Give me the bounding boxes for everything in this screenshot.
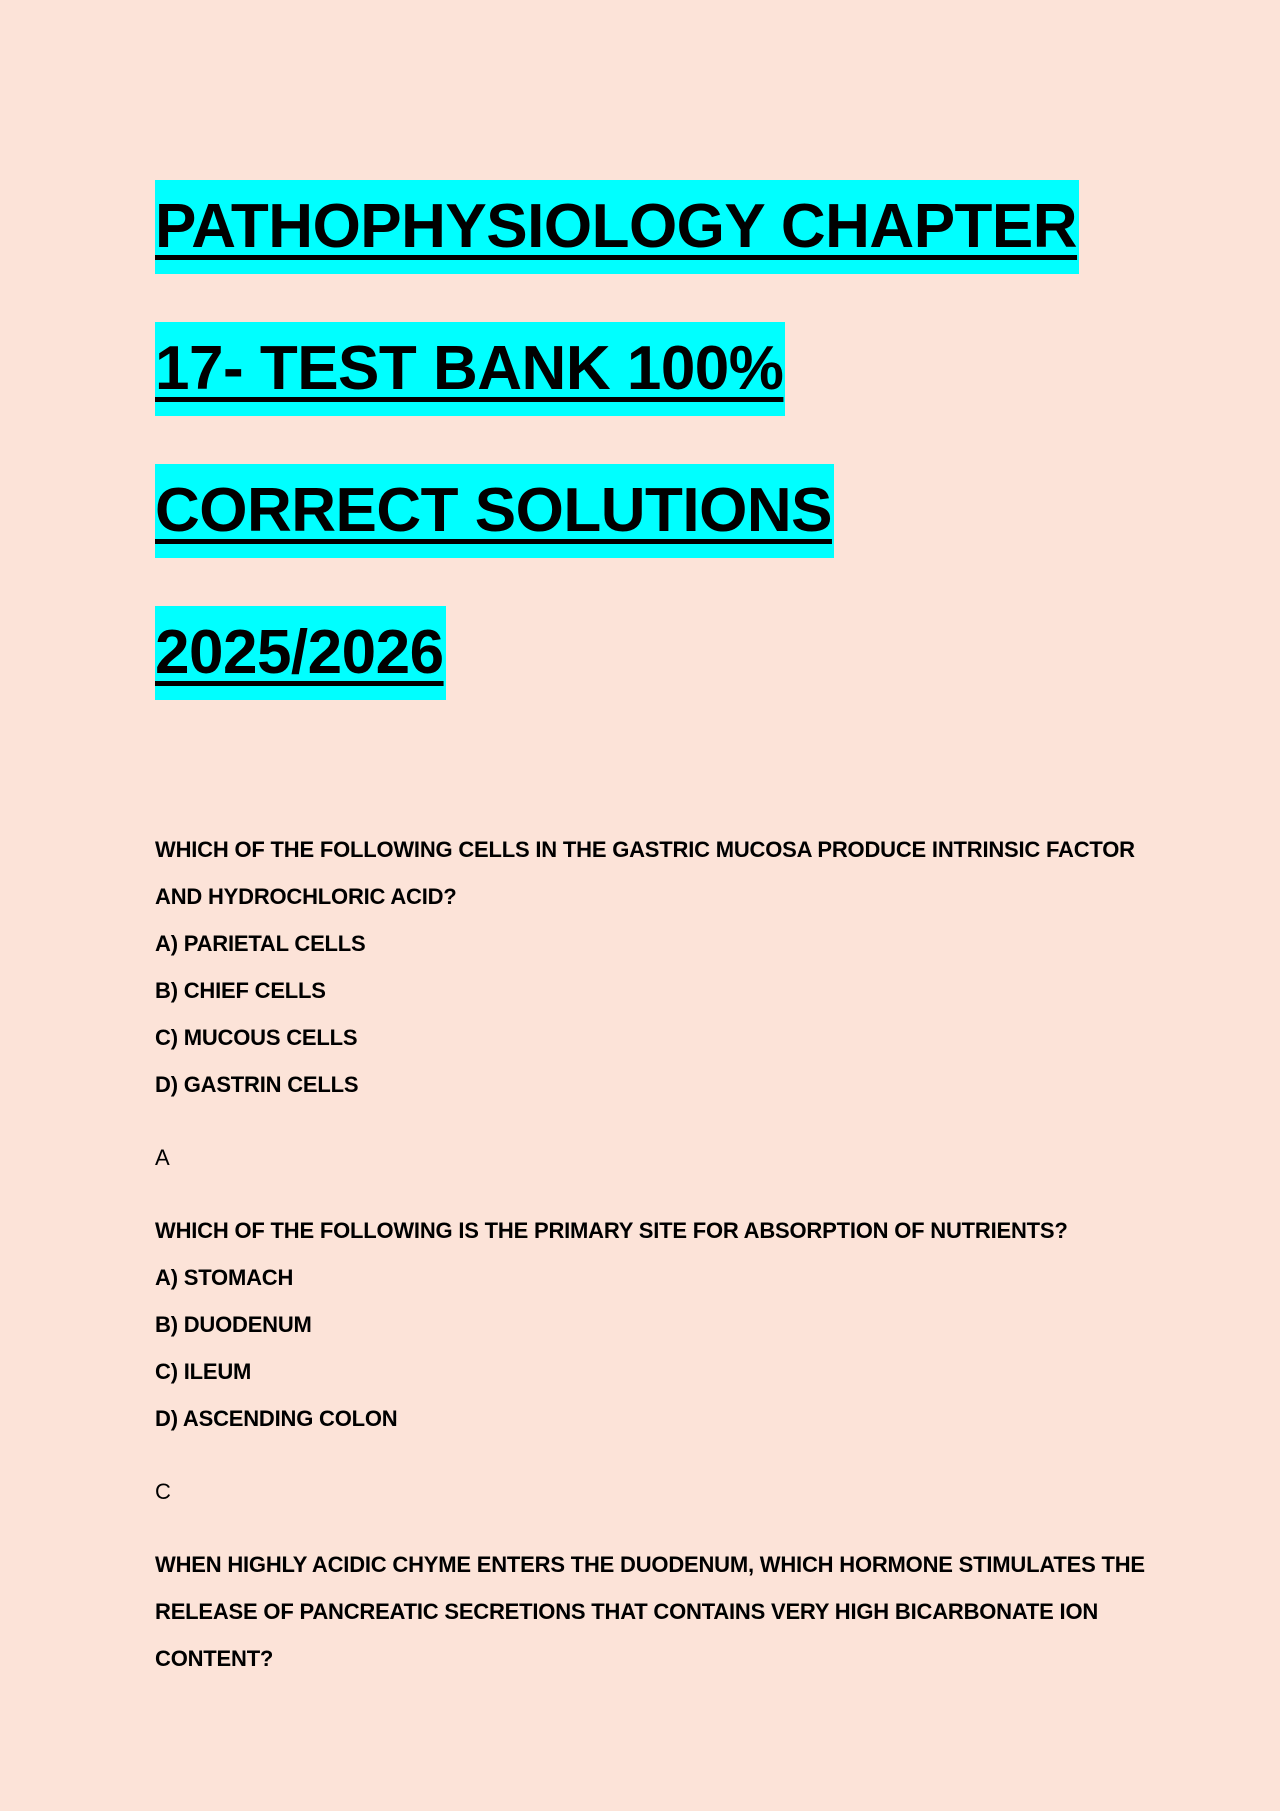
question-1	[155, 826, 1180, 1181]
option-item: D) GASTRIN CELLS	[155, 1072, 359, 1097]
title-line	[155, 180, 1180, 322]
title-line	[155, 606, 1180, 748]
question-text: WHEN HIGHLY ACIDIC CHYME ENTERS THE DUODENUM, WHICH HORMONE STIMULATES THE RELEASE OF PANCREATIC SECRETIONS THAT CONTAINS VERY HIGH BICARBONATE ION CONTENT?	[155, 1552, 1145, 1671]
title-line-text: 17- TEST BANK 100%	[155, 322, 785, 416]
option-item: A) PARIETAL CELLS	[155, 931, 366, 956]
title-line	[155, 322, 1180, 464]
question-text: WHICH OF THE FOLLOWING CELLS IN THE GASTRIC MUCOSA PRODUCE INTRINSIC FACTOR AND HYDROCHLORIC ACID?	[155, 837, 1135, 909]
question-3	[155, 1541, 1180, 1682]
option-item: C) ILEUM	[155, 1359, 252, 1384]
option-item: C) MUCOUS CELLS	[155, 1025, 358, 1050]
answer-options	[155, 1254, 1180, 1442]
option-item: A) STOMACH	[155, 1265, 294, 1290]
question-text: WHICH OF THE FOLLOWING IS THE PRIMARY SITE FOR ABSORPTION OF NUTRIENTS?	[155, 1218, 1068, 1243]
answer-key: C	[155, 1479, 171, 1504]
question-2	[155, 1207, 1180, 1515]
title-line	[155, 464, 1180, 606]
title-line-text: PATHOPHYSIOLOGY CHAPTER	[155, 180, 1079, 274]
document-title	[155, 180, 1180, 748]
option-item: D) ASCENDING COLON	[155, 1406, 398, 1431]
option-item: B) CHIEF CELLS	[155, 978, 326, 1003]
option-item: B) DUODENUM	[155, 1312, 312, 1337]
title-line-text: CORRECT SOLUTIONS	[155, 464, 834, 558]
title-line-text: 2025/2026	[155, 606, 446, 700]
answer-options	[155, 920, 1180, 1108]
answer-key: A	[155, 1145, 170, 1170]
